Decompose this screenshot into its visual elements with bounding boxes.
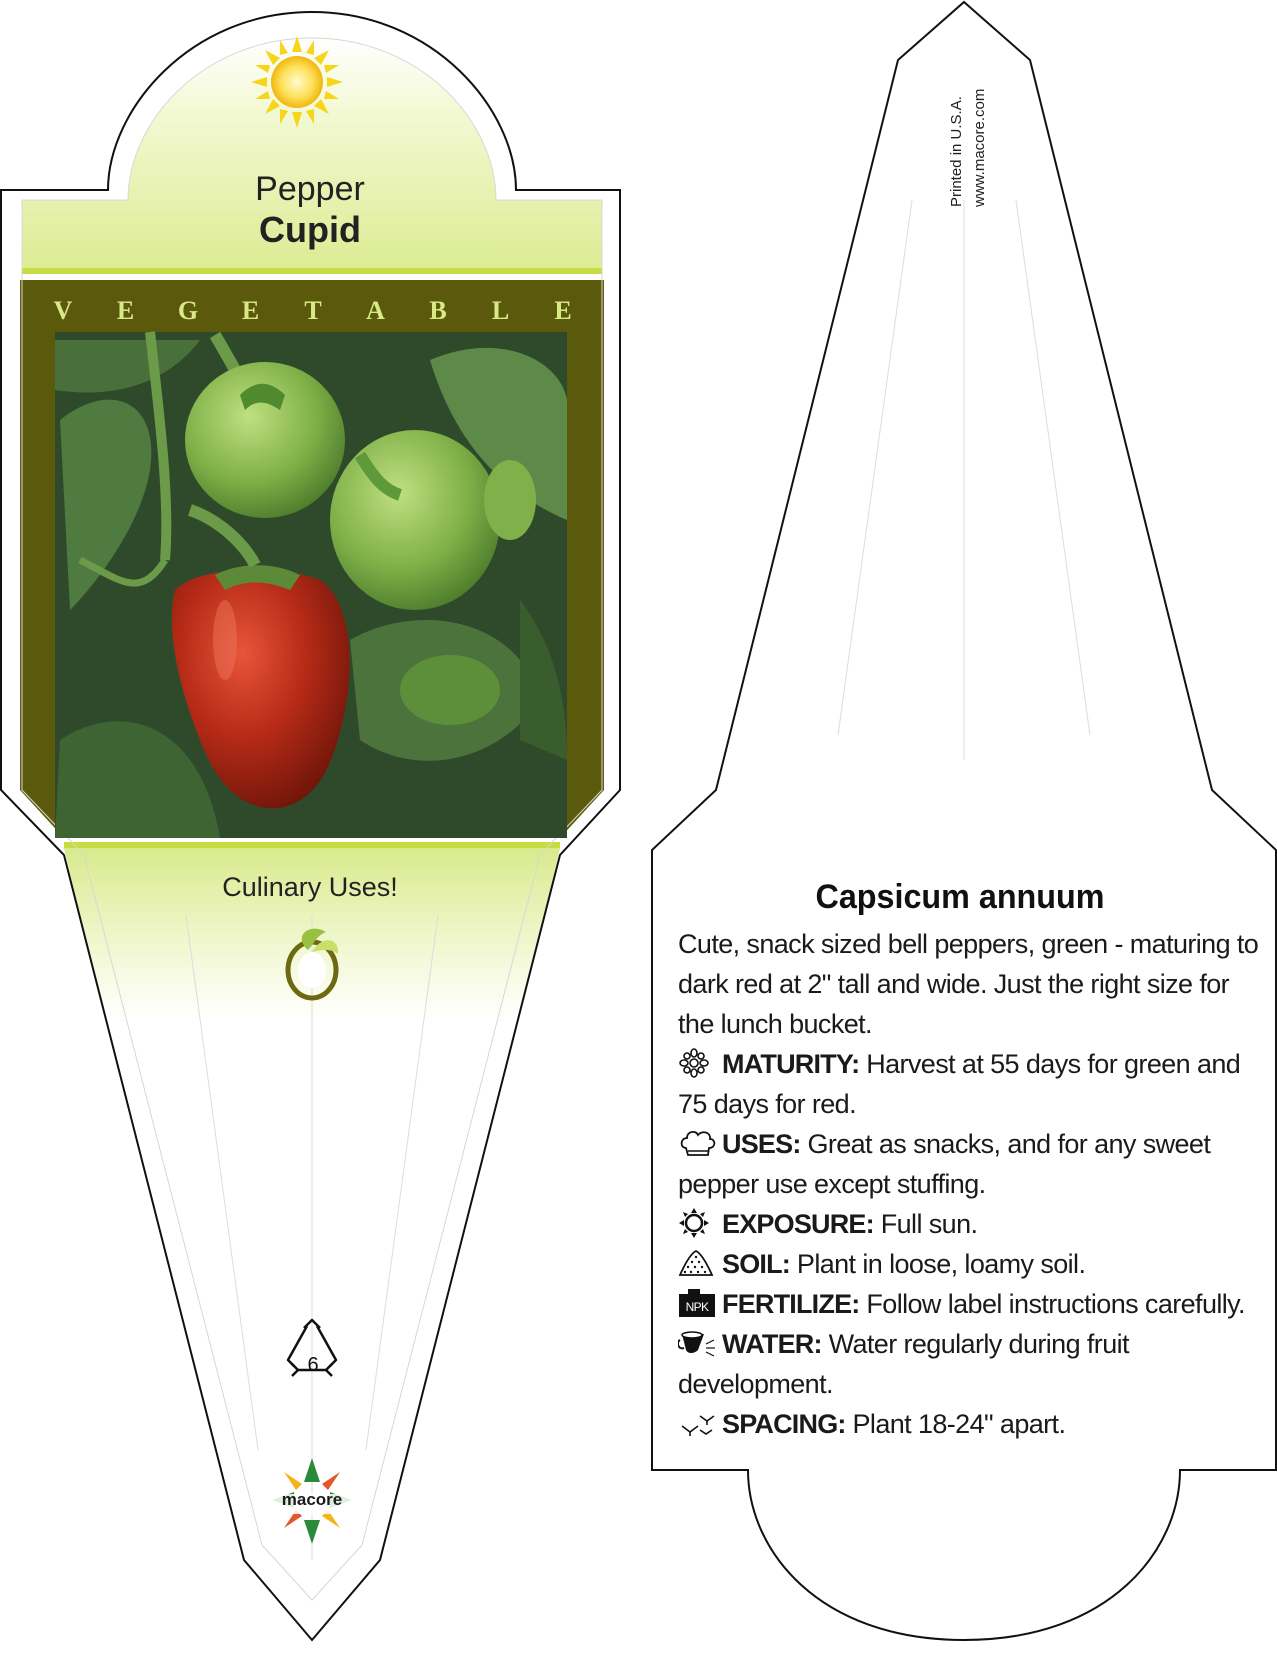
- website-text: www.macore.com: [971, 88, 988, 207]
- soil-icon: [678, 1248, 718, 1278]
- category-letter: L: [491, 296, 510, 325]
- care-info: [678, 924, 1268, 1444]
- brand-name: macore: [281, 1490, 343, 1509]
- attribute-text: Harvest at 55 days for green and 75 days for red.: [678, 1049, 1241, 1119]
- chef-hat-icon: [678, 1128, 718, 1158]
- attribute-label: SPACING:: [722, 1409, 846, 1439]
- attribute-label: MATURITY:: [722, 1049, 860, 1079]
- attribute-label: SOIL:: [722, 1249, 790, 1279]
- category-letter: B: [429, 296, 447, 325]
- category-letter: E: [241, 296, 260, 325]
- attribute-text: Water regularly during fruit development.: [678, 1329, 1129, 1399]
- attribute-label: EXPOSURE:: [722, 1209, 874, 1239]
- attribute-spacing: [678, 1404, 1268, 1444]
- category-letter: G: [177, 296, 199, 325]
- attribute-text: Great as snacks, and for any sweet pepper use except stuffing.: [678, 1129, 1211, 1199]
- category-letter: E: [116, 296, 135, 325]
- attribute-soil: [678, 1244, 1268, 1284]
- common-name: Pepper: [255, 170, 365, 208]
- attribute-exposure: [678, 1204, 1268, 1244]
- sun-outline-icon: [678, 1208, 718, 1238]
- flower-icon: [678, 1048, 718, 1078]
- spacing-icon: [678, 1408, 718, 1438]
- variety-name: Cupid: [259, 209, 361, 250]
- attribute-uses: [678, 1124, 1268, 1204]
- printed-in-text: Printed in U.S.A.: [948, 96, 965, 207]
- attribute-label: FERTILIZE:: [722, 1289, 860, 1319]
- npk-icon: [678, 1288, 718, 1318]
- attribute-text: Full sun.: [880, 1209, 978, 1239]
- recycle-number: 6: [307, 1354, 319, 1376]
- category-letter: E: [554, 296, 572, 325]
- category-letter: T: [304, 296, 322, 325]
- npk-icon-text: NPK: [685, 1300, 709, 1314]
- attribute-label: USES:: [722, 1129, 801, 1159]
- botanical-name: Capsicum annuum: [815, 878, 1105, 916]
- attribute-water: [678, 1324, 1268, 1404]
- feature-text: Culinary Uses!: [222, 872, 398, 902]
- category-letter: A: [366, 296, 385, 325]
- watering-can-icon: [678, 1328, 718, 1358]
- attribute-fertilize: [678, 1284, 1268, 1324]
- attribute-text: Plant in loose, loamy soil.: [796, 1249, 1086, 1279]
- attribute-label: WATER:: [722, 1329, 822, 1359]
- attribute-text: Plant 18-24" apart.: [852, 1409, 1066, 1439]
- attribute-text: Follow label instructions carefully.: [866, 1289, 1245, 1319]
- category-letter: V: [53, 296, 73, 325]
- attribute-maturity: [678, 1044, 1268, 1124]
- description: Cute, snack sized bell peppers, green - maturing to dark red at 2" tall and wide. Just the right size for the lunch bucket.: [678, 929, 1259, 1039]
